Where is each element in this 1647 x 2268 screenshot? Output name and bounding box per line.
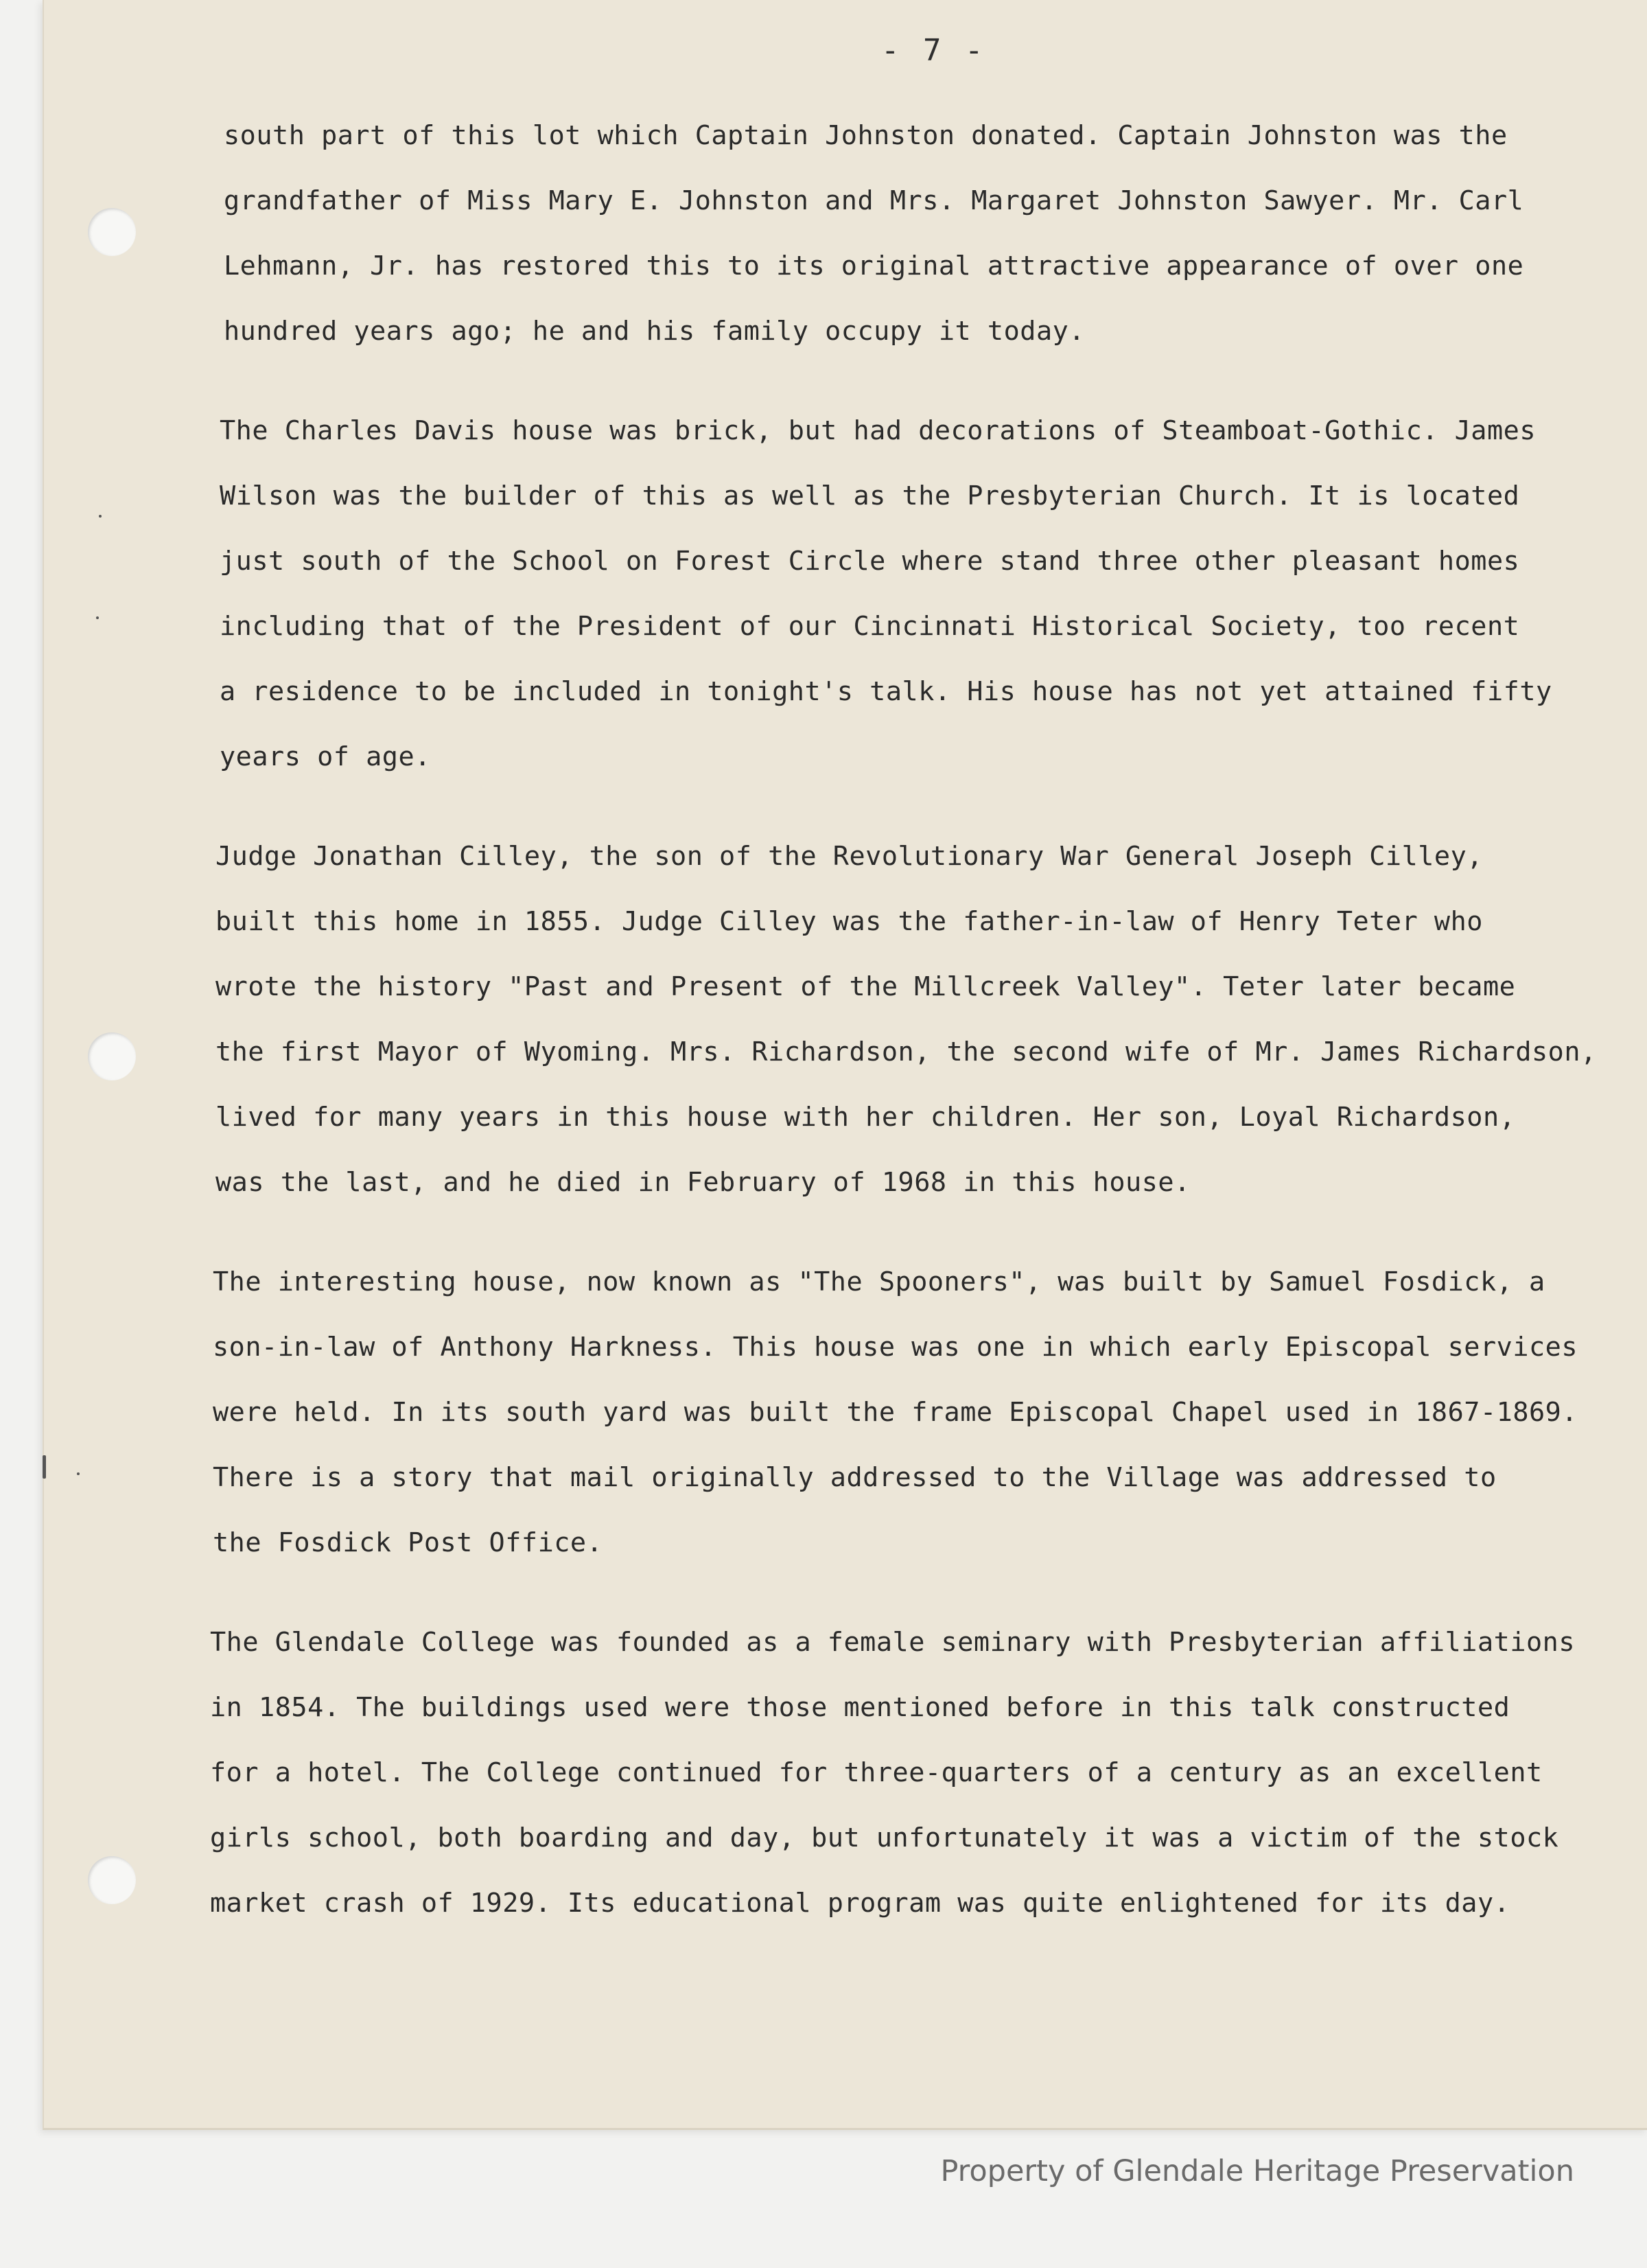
text-line: the Fosdick Post Office. [213, 1527, 603, 1558]
text-line: Lehmann, Jr. has restored this to its original attractive appearance of over one [224, 251, 1524, 281]
text-line: The Charles Davis house was brick, but had decorations of Steamboat-Gothic. James [220, 415, 1536, 446]
text-line: south part of this lot which Captain Johnston donated. Captain Johnston was the [224, 120, 1508, 151]
text-line: There is a story that mail originally addressed to the Village was addressed to [213, 1462, 1497, 1493]
paper-speck [96, 616, 99, 619]
paper-speck [99, 515, 102, 518]
text-line: The interesting house, now known as "The Spooners", was built by Samuel Fosdick, a [213, 1266, 1545, 1297]
text-line: Wilson was the builder of this as well as the Presbyterian Church. It is located [220, 481, 1520, 511]
paper-mark [43, 1455, 46, 1479]
text-line: a residence to be included in tonight's talk. His house has not yet attained fifty [220, 676, 1552, 707]
text-line: Judge Jonathan Cilley, the son of the Revolutionary War General Joseph Cilley, [215, 841, 1483, 872]
text-line: was the last, and he died in February of 1968 in this house. [215, 1167, 1191, 1198]
text-line: in 1854. The buildings used were those mentioned before in this talk constructed [210, 1692, 1510, 1723]
watermark: Property of Glendale Heritage Preservation [940, 2154, 1574, 2188]
text-line: the first Mayor of Wyoming. Mrs. Richardson, the second wife of Mr. James Richardson, [215, 1037, 1597, 1067]
text-line: son-in-law of Anthony Harkness. This house was one in which early Episcopal services [213, 1332, 1578, 1363]
paragraph-judge-cilley [215, 824, 1620, 1215]
text-line: girls school, both boarding and day, but unfortunately it was a victim of the stock [210, 1822, 1559, 1853]
text-line: built this home in 1855. Judge Cilley was the father-in-law of Henry Teter who [215, 906, 1483, 937]
page-number: - 7 - [881, 33, 986, 68]
text-line: market crash of 1929. Its educational program was quite enlightened for its day. [210, 1888, 1510, 1919]
text-line: grandfather of Miss Mary E. Johnston and Mrs. Margaret Johnston Sawyer. Mr. Carl [224, 185, 1524, 216]
body-text [210, 103, 1620, 1970]
text-line: years of age. [220, 741, 431, 772]
text-line: hundred years ago; he and his family occupy it today. [224, 316, 1085, 347]
text-line: including that of the President of our Cincinnati Historical Society, too recent [220, 611, 1520, 642]
paragraph-the-spooners [213, 1249, 1620, 1575]
text-line: for a hotel. The College continued for three-quarters of a century as an excellent [210, 1757, 1543, 1788]
punch-hole-middle [88, 1032, 136, 1080]
text-line: The Glendale College was founded as a female seminary with Presbyterian affiliations [210, 1627, 1576, 1658]
punch-hole-top [88, 208, 136, 256]
paragraph-charles-davis-house [220, 398, 1620, 789]
punch-hole-bottom [88, 1856, 136, 1904]
text-line: just south of the School on Forest Circle where stand three other pleasant homes [220, 546, 1520, 577]
paragraph-johnston-lot [224, 103, 1620, 364]
text-line: were held. In its south yard was built the frame Episcopal Chapel used in 1867-1869. [213, 1397, 1578, 1428]
paper-speck [77, 1472, 80, 1475]
text-line: lived for many years in this house with her children. Her son, Loyal Richardson, [215, 1102, 1516, 1133]
paragraph-glendale-college [210, 1610, 1620, 1936]
text-line: wrote the history "Past and Present of the Millcreek Valley". Teter later became [215, 971, 1516, 1002]
